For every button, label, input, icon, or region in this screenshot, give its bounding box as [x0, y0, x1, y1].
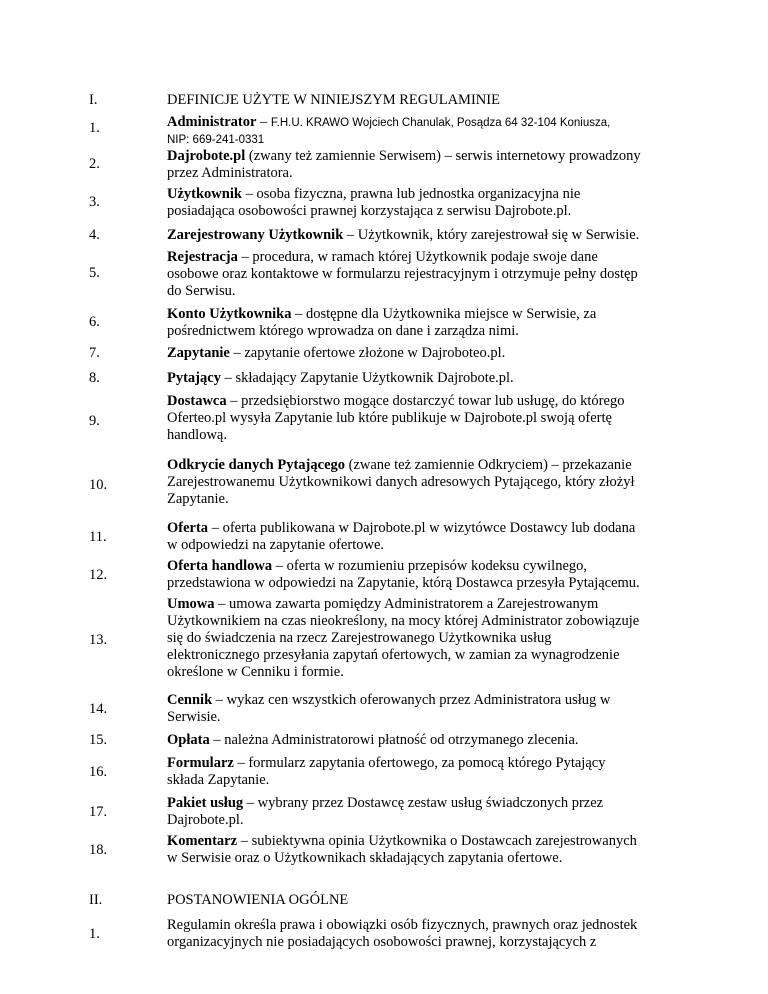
item-number: 14. [89, 701, 108, 717]
section-title: DEFINICJE UŻYTE W NINIEJSZYM REGULAMINIE [167, 92, 500, 108]
item-text [167, 186, 727, 220]
item-separator: – [214, 596, 230, 612]
item-separator: – [226, 393, 242, 409]
item-term: Opłata [167, 732, 210, 748]
item-line: wykaz cen wszystkich oferowanych przez Administratora usług w [226, 692, 611, 708]
item-number: 6. [89, 314, 100, 330]
item-separator: – [233, 755, 249, 771]
item-number: 4. [89, 227, 100, 243]
item-term: Rejestracja [167, 249, 238, 265]
item-term: Formularz [167, 755, 234, 771]
item-line: dostępne dla Użytkownika miejsce w Serwisie, za [305, 306, 597, 322]
item-line: w Serwisie oraz o Użytkownikach składających zapytania ofertowe. [167, 850, 563, 866]
item-separator: – [343, 227, 358, 243]
item-separator: – [229, 345, 245, 361]
item-separator: – [291, 306, 306, 322]
item-text [167, 732, 727, 749]
item-line: posiadająca osobowości prawnej korzystająca z serwisu Dajrobote.pl. [167, 203, 572, 219]
item-line: (zwany też zamiennie Serwisem) – serwis internetowy prowadzony [248, 148, 641, 164]
item-line: składa Zapytanie. [167, 772, 270, 788]
item-line: należna Administratorowi płatność od otrzymanego zlecenia. [224, 732, 579, 748]
item-line: (zwane też zamiennie Odkryciem) – przekazanie [348, 457, 632, 473]
item-text [167, 227, 727, 244]
item-term: Dostawca [167, 393, 227, 409]
item-text [167, 148, 727, 182]
item-line: przez Administratora. [167, 165, 293, 181]
item-number: 2. [89, 156, 100, 172]
item-line: Dajrobote.pl. [167, 812, 244, 828]
item-separator: – [212, 692, 227, 708]
item-number: 3. [89, 194, 100, 210]
item-term: Administrator [167, 114, 257, 130]
item-number: 9. [89, 413, 100, 429]
item-term: Odkrycie danych Pytającego [167, 457, 346, 473]
item-number: 7. [89, 345, 100, 361]
item-line: przedsiębiorstwo mogące dostarczyć towar lub usługę, do którego [241, 393, 625, 409]
item-text [167, 755, 727, 789]
item-separator: – [237, 249, 253, 265]
item-line: składający Zapytanie Użytkownik Dajrobote.pl. [235, 370, 514, 386]
item-line: oferta w rozumieniu przepisów kodeksu cywilnego, [286, 558, 588, 574]
item-number: 5. [89, 265, 100, 281]
item-separator: – [256, 114, 271, 130]
item-text [167, 393, 727, 444]
item-text [167, 558, 727, 592]
item-line: osoba fizyczna, prawna lub jednostka organizacyjna nie [256, 186, 581, 202]
item-line: Zarejestrowanemu Użytkownikowi danych adresowych Pytającego, który złożył [167, 474, 635, 490]
item-term: Dajrobote.pl [167, 148, 246, 164]
item-text [167, 249, 727, 300]
item-term: Oferta handlowa [167, 558, 273, 574]
item-line: procedura, w ramach której Użytkownik podaje swoje dane [252, 249, 598, 265]
item-line: organizacyjnych nie posiadających osobowości prawnej, korzystających z [167, 934, 597, 950]
item-line: wybrany przez Dostawcę zestaw usług świadczonych przez [257, 795, 604, 811]
section-title: POSTANOWIENIA OGÓLNE [167, 892, 349, 908]
item-line: Zapytanie. [167, 491, 229, 507]
item-separator: – [241, 186, 257, 202]
item-line: się do świadczenia na rzecz Zarejestrowanego Użytkownika usług [167, 630, 552, 646]
item-text [167, 833, 727, 867]
item-text [167, 692, 727, 726]
item-text [167, 917, 727, 951]
item-term: Konto Użytkownika [167, 306, 292, 322]
item-text [167, 457, 727, 508]
item-line: handlową. [167, 427, 227, 443]
item-term: Pytający [167, 370, 221, 386]
item-term: Komentarz [167, 833, 238, 849]
item-line: Oferteo.pl wysyła Zapytanie lub które publikuje w Dajrobote.pl swoją ofertę [167, 410, 612, 426]
item-number: 8. [89, 370, 100, 386]
item-term: Cennik [167, 692, 213, 708]
item-line: przedstawiona w odpowiedzi na Zapytanie, którą Dostawca przesyła Pytającemu. [167, 575, 640, 591]
item-line: określone w Cenniku i formie. [167, 664, 344, 680]
item-line: subiektywna opinia Użytkownika o Dostawcach zarejestrowanych [251, 833, 637, 849]
item-line: F.H.U. KRAWO Wojciech Chanulak, Posądza 64 32-104 Koniusza, [270, 117, 611, 129]
item-line: elektronicznego przesyłania zapytań ofertowych, w zamian za wynagrodzenie [167, 647, 620, 663]
item-term: Oferta [167, 520, 209, 536]
item-line: do Serwisu. [167, 283, 236, 299]
item-line: Użytkownik, który zarejestrował się w Serwisie. [357, 227, 640, 243]
item-number: 11. [89, 529, 107, 545]
item-term: Zapytanie [167, 345, 230, 361]
item-text [167, 345, 727, 362]
item-line: osobowe oraz kontaktowe w formularzu rejestracyjnym i otrzymuje pełny dostęp [167, 266, 638, 282]
section-number: II. [89, 892, 103, 908]
item-text [167, 370, 727, 387]
item-text [167, 114, 727, 149]
item-line: NIP: 669-241-0331 [167, 134, 265, 146]
section-number: I. [89, 92, 98, 108]
item-line: w odpowiedzi na zapytanie ofertowe. [167, 537, 385, 553]
item-number: 12. [89, 567, 108, 583]
item-term: Umowa [167, 596, 215, 612]
item-separator: – [208, 520, 223, 536]
item-text [167, 795, 727, 829]
item-line: umowa zawarta pomiędzy Administratorem a Zarejestrowanym [229, 596, 599, 612]
item-number: 18. [89, 842, 108, 858]
item-number: 10. [89, 477, 108, 493]
item-text [167, 306, 727, 340]
item-number: 1. [89, 120, 100, 136]
item-line: pośrednictwem którego wprowadza on dane i zarządza nimi. [167, 323, 519, 339]
item-line: Serwisie. [167, 709, 221, 725]
item-line: oferta publikowana w Dajrobote.pl w wizytówce Dostawcy lub dodana [222, 520, 636, 536]
item-separator: – [243, 795, 258, 811]
item-line: Regulamin określa prawa i obowiązki osób fizycznych, prawnych oraz jednostek [167, 917, 638, 933]
item-line: Użytkownikiem na czas nieokreślony, na mocy której Administrator zobowiązuje [167, 613, 640, 629]
item-number: 15. [89, 732, 108, 748]
item-number: 16. [89, 764, 108, 780]
item-term: Pakiet usług [167, 795, 244, 811]
item-term: Zarejestrowany Użytkownik [167, 227, 344, 243]
item-number: 13. [89, 632, 108, 648]
item-text [167, 596, 727, 681]
item-line: zapytanie ofertowe złożone w Dajroboteo.pl. [244, 345, 506, 361]
item-separator: – [220, 370, 236, 386]
item-separator: – [272, 558, 287, 574]
item-line: formularz zapytania ofertowego, za pomocą którego Pytający [248, 755, 606, 771]
item-number: 17. [89, 804, 108, 820]
item-separator: – [209, 732, 225, 748]
item-separator: – [237, 833, 252, 849]
item-text [167, 520, 727, 554]
item-number: 1. [89, 926, 100, 942]
item-term: Użytkownik [167, 186, 242, 202]
